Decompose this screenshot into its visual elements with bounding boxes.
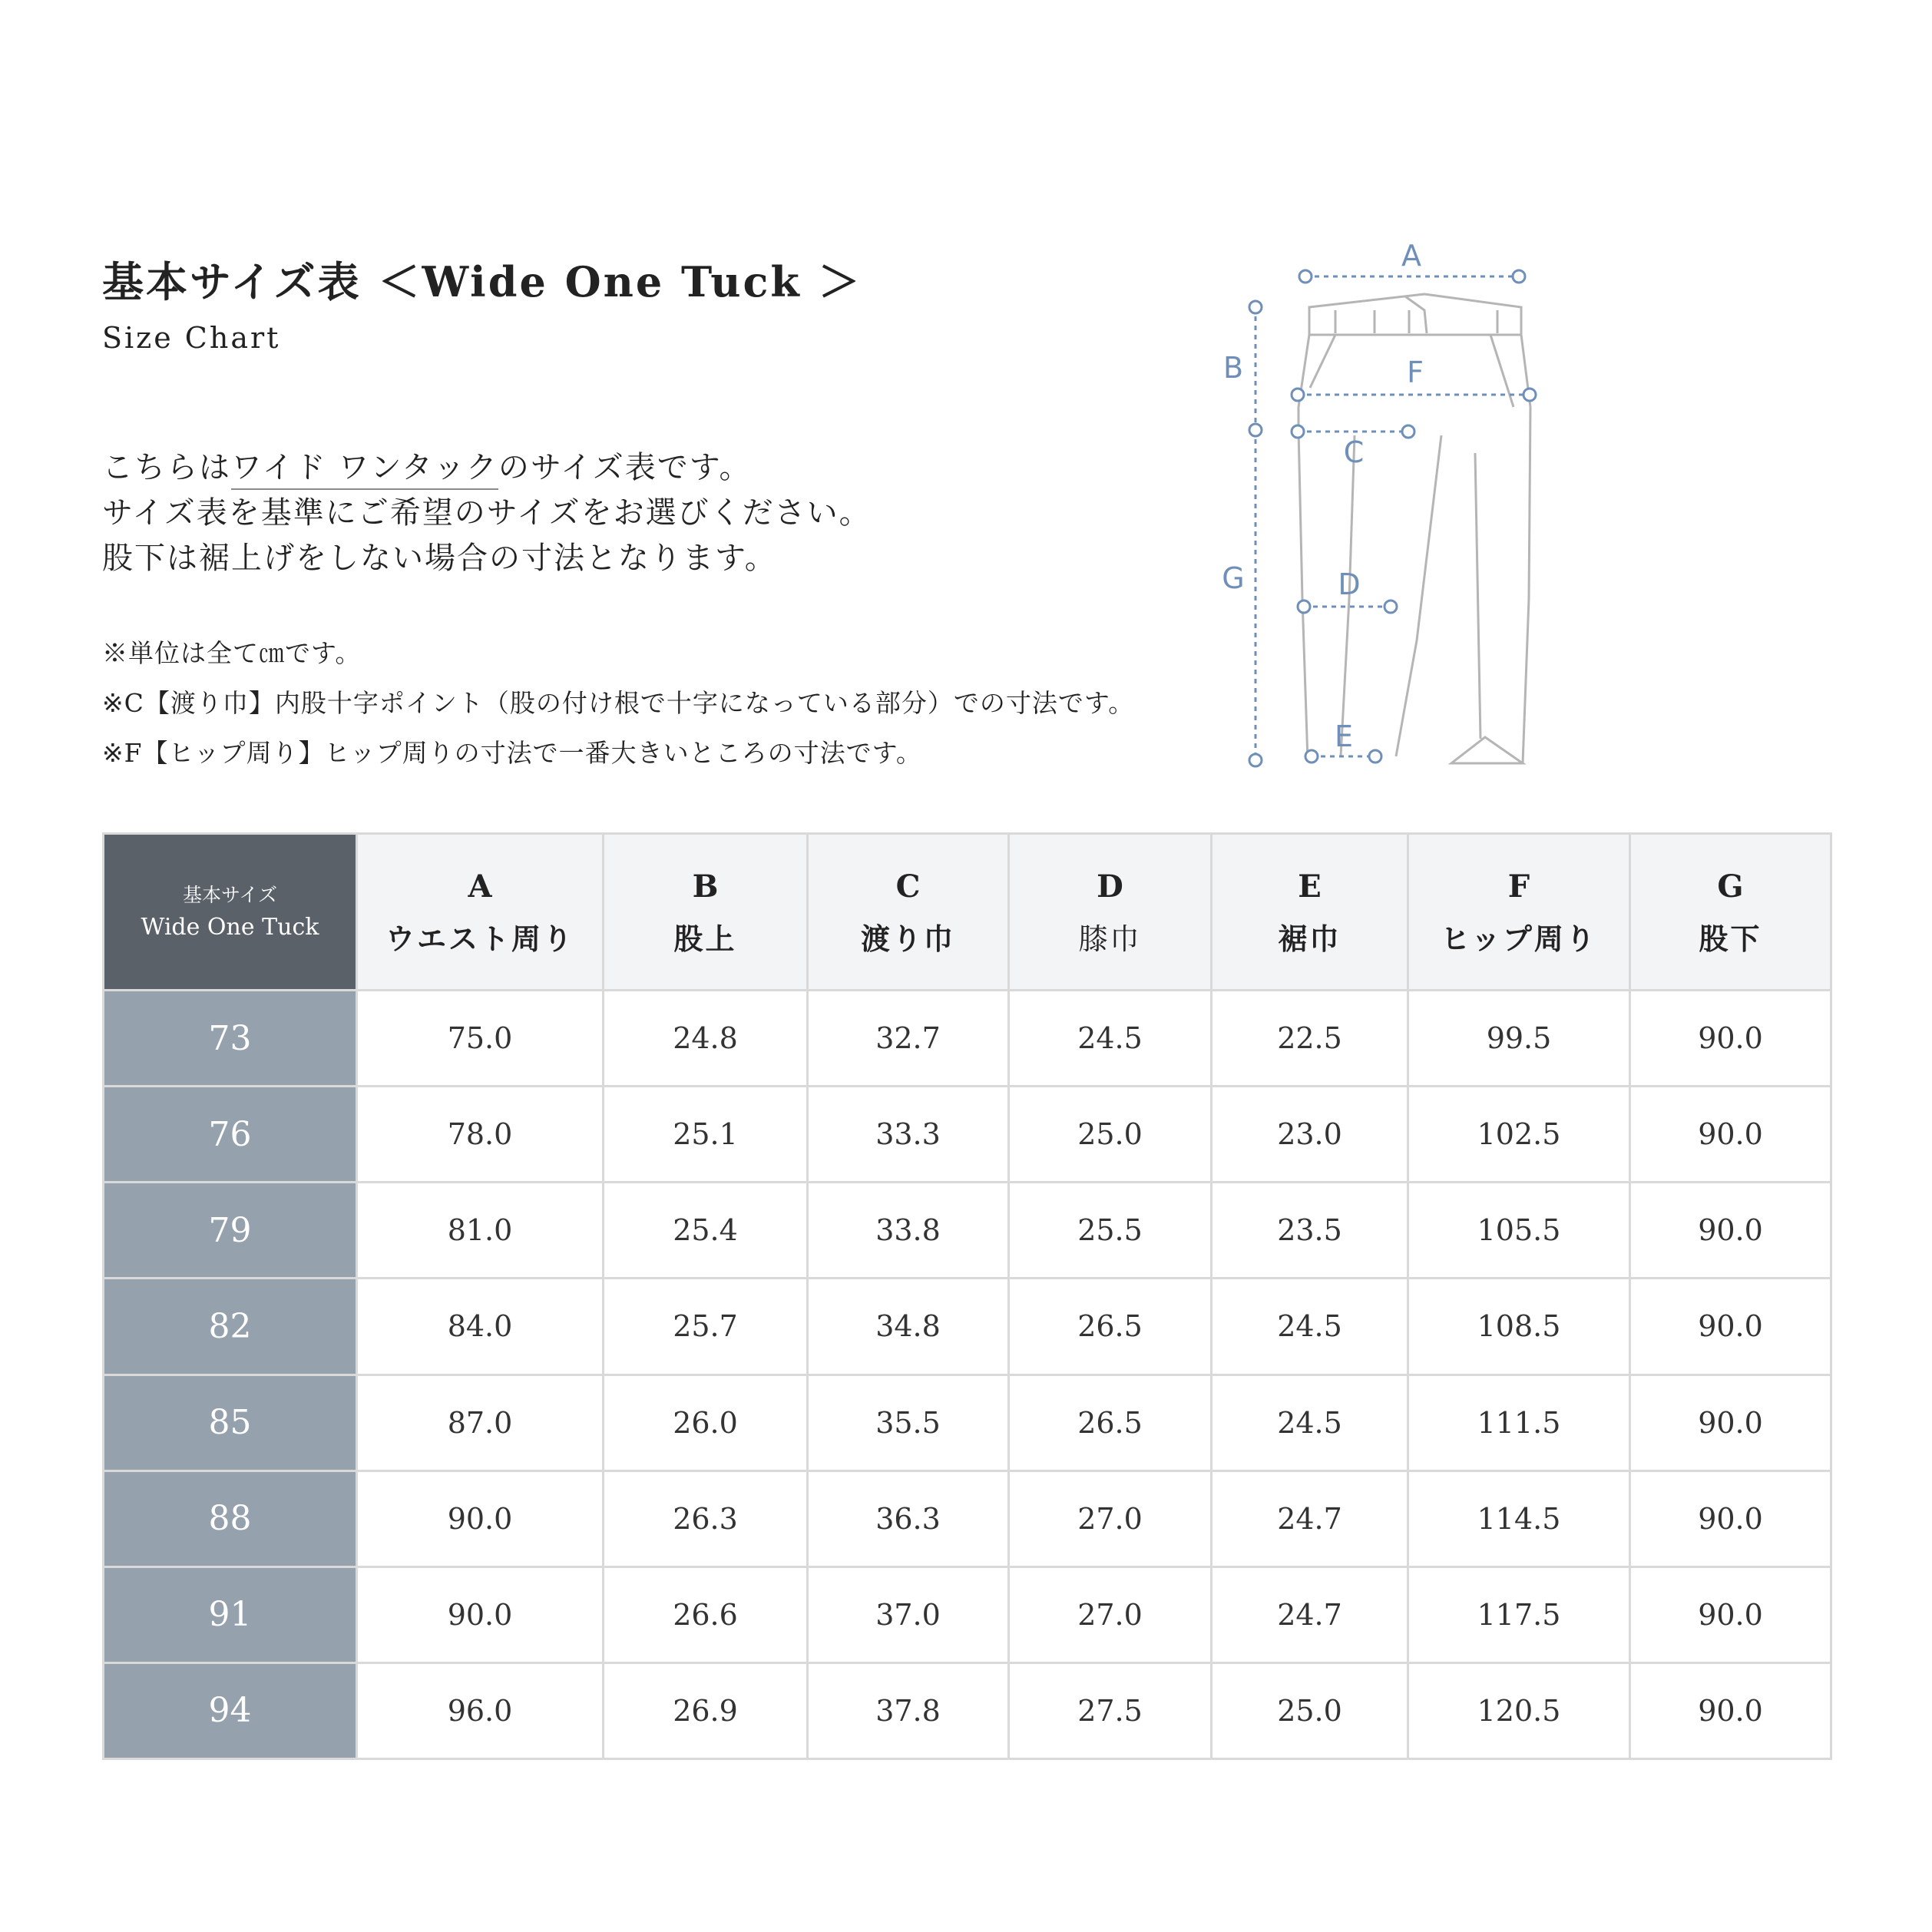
intro-text (102, 445, 872, 581)
table-row (104, 1471, 1831, 1566)
intro-line-3: 股下は裾上げをしない場合の寸法となります。 (102, 541, 777, 576)
table-cell: 90.0 (357, 1566, 604, 1662)
table-row (104, 1183, 1831, 1279)
table-cell: 90.0 (1630, 1566, 1831, 1662)
table-cell: 25.0 (1212, 1662, 1408, 1758)
table-cell: 23.5 (1212, 1183, 1408, 1279)
table-cell: 26.9 (604, 1662, 808, 1758)
label-a: A (1401, 239, 1421, 273)
label-c: C (1343, 435, 1365, 469)
table-cell: 24.5 (1212, 1375, 1408, 1471)
column-name: 膝巾 (1078, 921, 1142, 956)
corner-line-1: 基本サイズ (182, 883, 277, 906)
column-letter: F (1507, 868, 1530, 905)
table-row (104, 1662, 1831, 1758)
page-subtitle: Size Chart (102, 321, 281, 355)
corner-line-2: Wide One Tuck (141, 913, 319, 941)
column-header-e (1212, 834, 1408, 991)
column-letter: E (1298, 868, 1322, 905)
table-cell: 25.7 (604, 1279, 808, 1375)
table-cell: 90.0 (1630, 1183, 1831, 1279)
label-e: E (1334, 720, 1354, 753)
table-cell: 26.3 (604, 1471, 808, 1566)
column-name: ヒップ周り (1441, 921, 1597, 956)
column-name: 股下 (1699, 921, 1762, 956)
column-letter: C (895, 868, 921, 905)
table-cell: 114.5 (1408, 1471, 1630, 1566)
table-cell: 24.7 (1212, 1566, 1408, 1662)
table-cell: 90.0 (1630, 1087, 1831, 1183)
table-cell: 32.7 (808, 991, 1009, 1087)
table-cell: 96.0 (357, 1662, 604, 1758)
table-cell: 33.3 (808, 1087, 1009, 1183)
measurement-lines (1255, 276, 1530, 760)
table-cell: 111.5 (1408, 1375, 1630, 1471)
table-cell: 90.0 (357, 1471, 604, 1566)
note-unit: ※単位は全て㎝です。 (102, 638, 362, 668)
table-row (104, 1279, 1831, 1375)
table-cell: 26.6 (604, 1566, 808, 1662)
column-header-c (808, 834, 1009, 991)
page-title: 基本サイズ表 ＜Wide One Tuck ＞ (102, 257, 862, 306)
table-cell: 26.5 (1009, 1375, 1212, 1471)
table-cell: 90.0 (1630, 1662, 1831, 1758)
column-name: 渡り巾 (860, 921, 955, 956)
table-cell: 34.8 (808, 1279, 1009, 1375)
table-cell: 105.5 (1408, 1183, 1630, 1279)
column-header-d (1009, 834, 1212, 991)
size-label: 82 (104, 1279, 357, 1375)
label-b: B (1222, 351, 1244, 385)
size-label: 76 (104, 1087, 357, 1183)
size-table (102, 832, 1832, 1760)
column-name: 裾巾 (1278, 921, 1341, 956)
table-cell: 22.5 (1212, 991, 1408, 1087)
column-header-a (357, 834, 604, 991)
product-name-highlight: ワイド ワンタック (231, 450, 498, 490)
table-cell: 120.5 (1408, 1662, 1630, 1758)
table-cell: 25.5 (1009, 1183, 1212, 1279)
column-letter: G (1717, 868, 1744, 905)
table-cell: 75.0 (357, 991, 604, 1087)
table-cell: 90.0 (1630, 991, 1831, 1087)
table-cell: 27.5 (1009, 1662, 1212, 1758)
table-cell: 35.5 (808, 1375, 1009, 1471)
label-d: D (1338, 567, 1361, 601)
table-cell: 25.1 (604, 1087, 808, 1183)
intro-line-2: サイズ表を基準にご希望のサイズをお選びください。 (102, 495, 872, 531)
table-cell: 24.7 (1212, 1471, 1408, 1566)
label-f: F (1407, 356, 1424, 389)
table-row (104, 1566, 1831, 1662)
table-cell: 81.0 (357, 1183, 604, 1279)
table-cell: 33.8 (808, 1183, 1009, 1279)
size-label: 73 (104, 991, 357, 1087)
column-header-g (1630, 834, 1831, 991)
column-letter: D (1097, 868, 1123, 905)
table-cell: 26.0 (604, 1375, 808, 1471)
notes (102, 628, 1134, 778)
column-name: ウエスト周り (385, 921, 574, 956)
column-header-b (604, 834, 808, 991)
table-cell: 90.0 (1630, 1375, 1831, 1471)
table-row (104, 1375, 1831, 1471)
table-cell: 23.0 (1212, 1087, 1408, 1183)
intro-line-1 (102, 445, 872, 491)
table-cell: 99.5 (1408, 991, 1630, 1087)
table-cell: 25.0 (1009, 1087, 1212, 1183)
note-c: ※C【渡り巾】内股十字ポイント（股の付け根で十字になっている部分）での寸法です。 (102, 688, 1135, 718)
table-cell: 117.5 (1408, 1566, 1630, 1662)
table-cell: 27.0 (1009, 1566, 1212, 1662)
table-cell: 24.8 (604, 991, 808, 1087)
table-cell: 37.8 (808, 1662, 1009, 1758)
column-letter: A (468, 868, 492, 905)
trousers-measurement-diagram (1198, 230, 1551, 783)
table-cell: 27.0 (1009, 1471, 1212, 1566)
column-header-f (1408, 834, 1630, 991)
table-cell: 90.0 (1630, 1471, 1831, 1566)
table-cell: 25.4 (604, 1183, 808, 1279)
intro-line-1-start: こちらは (102, 450, 231, 485)
table-cell: 78.0 (357, 1087, 604, 1183)
table-header-row (104, 834, 1831, 991)
note-f: ※F【ヒップ周り】ヒップ周りの寸法で一番大きいところの寸法です。 (102, 738, 922, 768)
size-label: 85 (104, 1375, 357, 1471)
table-cell: 102.5 (1408, 1087, 1630, 1183)
size-label: 88 (104, 1471, 357, 1566)
column-name: 股上 (673, 921, 737, 956)
column-letter: B (692, 868, 719, 905)
table-cell: 24.5 (1009, 991, 1212, 1087)
table-cell: 36.3 (808, 1471, 1009, 1566)
size-label: 79 (104, 1183, 357, 1279)
table-cell: 24.5 (1212, 1279, 1408, 1375)
intro-line-1-end: のサイズ表です。 (498, 450, 752, 485)
label-g: G (1222, 561, 1245, 595)
measurement-labels (1222, 239, 1424, 753)
table-cell: 108.5 (1408, 1279, 1630, 1375)
size-label: 91 (104, 1566, 357, 1662)
table-cell: 87.0 (357, 1375, 604, 1471)
table-cell: 84.0 (357, 1279, 604, 1375)
table-row (104, 991, 1831, 1087)
table-cell: 37.0 (808, 1566, 1009, 1662)
size-label: 94 (104, 1662, 357, 1758)
table-cell: 26.5 (1009, 1279, 1212, 1375)
table-row (104, 1087, 1831, 1183)
corner-header (104, 834, 357, 991)
table-cell: 90.0 (1630, 1279, 1831, 1375)
